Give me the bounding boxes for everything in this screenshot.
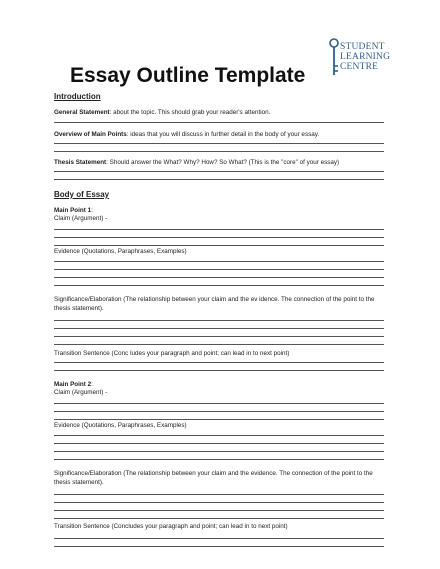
- main-point-1-suffix: :: [91, 207, 93, 214]
- claim-2-prompt: Claim (Argument) -: [54, 389, 108, 396]
- writing-line[interactable]: [54, 419, 384, 420]
- thesis-prompt: [54, 159, 384, 168]
- overview-text: : ideas that you will discuss in further detail in the body of your essay.: [126, 131, 320, 138]
- transition-1-prompt: Transition Sentence (Conc ludes your paragraph and point; can lead in to next point): [54, 350, 290, 357]
- writing-line[interactable]: [54, 518, 384, 519]
- writing-line[interactable]: [54, 538, 384, 539]
- overview-prompt: [54, 131, 384, 140]
- writing-line[interactable]: [54, 245, 384, 246]
- body-heading: Body of Essay: [54, 190, 110, 199]
- writing-line[interactable]: [54, 237, 384, 238]
- writing-line[interactable]: [54, 320, 384, 321]
- writing-line[interactable]: [54, 151, 384, 152]
- claim-1-prompt: Claim (Argument) -: [54, 215, 108, 222]
- writing-line[interactable]: [54, 546, 384, 547]
- main-point-2-suffix: :: [91, 381, 93, 388]
- writing-line[interactable]: [54, 494, 384, 495]
- writing-line[interactable]: [54, 370, 384, 371]
- writing-line[interactable]: [54, 459, 384, 460]
- main-point-1-label: Main Point 1: [54, 207, 92, 214]
- writing-line[interactable]: [54, 143, 384, 144]
- significance-2-prompt: Significance/Elaboration (The relationship between your claim and the evidence. The connection of the point to the thesis statement).: [54, 470, 373, 486]
- writing-line[interactable]: [54, 171, 384, 172]
- writing-line[interactable]: [54, 451, 384, 452]
- writing-line[interactable]: [54, 510, 384, 511]
- writing-line[interactable]: [54, 336, 384, 337]
- student-learning-centre-logo: [328, 38, 398, 78]
- general-statement-prompt: [54, 109, 384, 118]
- writing-line[interactable]: [54, 261, 384, 262]
- significance-1-prompt: Significance/Elaboration (The relationship between your claim and the ev idence. The connection of the point to the thesis statement).: [54, 296, 375, 312]
- writing-line[interactable]: [54, 285, 384, 286]
- writing-line[interactable]: [54, 269, 384, 270]
- writing-line[interactable]: [54, 328, 384, 329]
- writing-line[interactable]: [54, 277, 384, 278]
- writing-line[interactable]: [54, 122, 384, 123]
- writing-line[interactable]: [54, 443, 384, 444]
- page-title: Essay Outline Template: [70, 64, 306, 87]
- evidence-1-prompt: Evidence (Quotations, Paraphrases, Examples): [54, 248, 187, 255]
- main-point-2-label: Main Point 2: [54, 381, 92, 388]
- writing-line[interactable]: [54, 403, 384, 404]
- thesis-text: : Should answer the What? Why? How? So What? (This is the "core" of your essay): [106, 159, 340, 166]
- transition-2-prompt: Transition Sentence (Concludes your paragraph and point; can lead in to next point): [54, 523, 288, 530]
- writing-line[interactable]: [54, 179, 384, 180]
- writing-line[interactable]: [54, 362, 384, 363]
- logo-line: STUDENT: [340, 42, 385, 52]
- evidence-2-prompt: Evidence (Quotations, Paraphrases, Examples): [54, 422, 187, 429]
- logo-line: LEARNING: [340, 52, 391, 62]
- writing-line[interactable]: [54, 435, 384, 436]
- introduction-heading: Introduction: [54, 92, 101, 101]
- logo-wordmark: [340, 42, 390, 72]
- writing-line[interactable]: [54, 411, 384, 412]
- general-statement-label: General Statement: [54, 109, 110, 116]
- logo-line: CENTRE: [340, 62, 379, 72]
- overview-label: Overview of Main Points: [54, 131, 127, 138]
- writing-line[interactable]: [54, 502, 384, 503]
- general-statement-text: : about the topic. This should grab your reader's attention.: [109, 109, 271, 116]
- thesis-label: Thesis Statement: [54, 159, 107, 166]
- writing-line[interactable]: [54, 229, 384, 230]
- key-icon: [328, 38, 340, 78]
- writing-line[interactable]: [54, 344, 384, 345]
